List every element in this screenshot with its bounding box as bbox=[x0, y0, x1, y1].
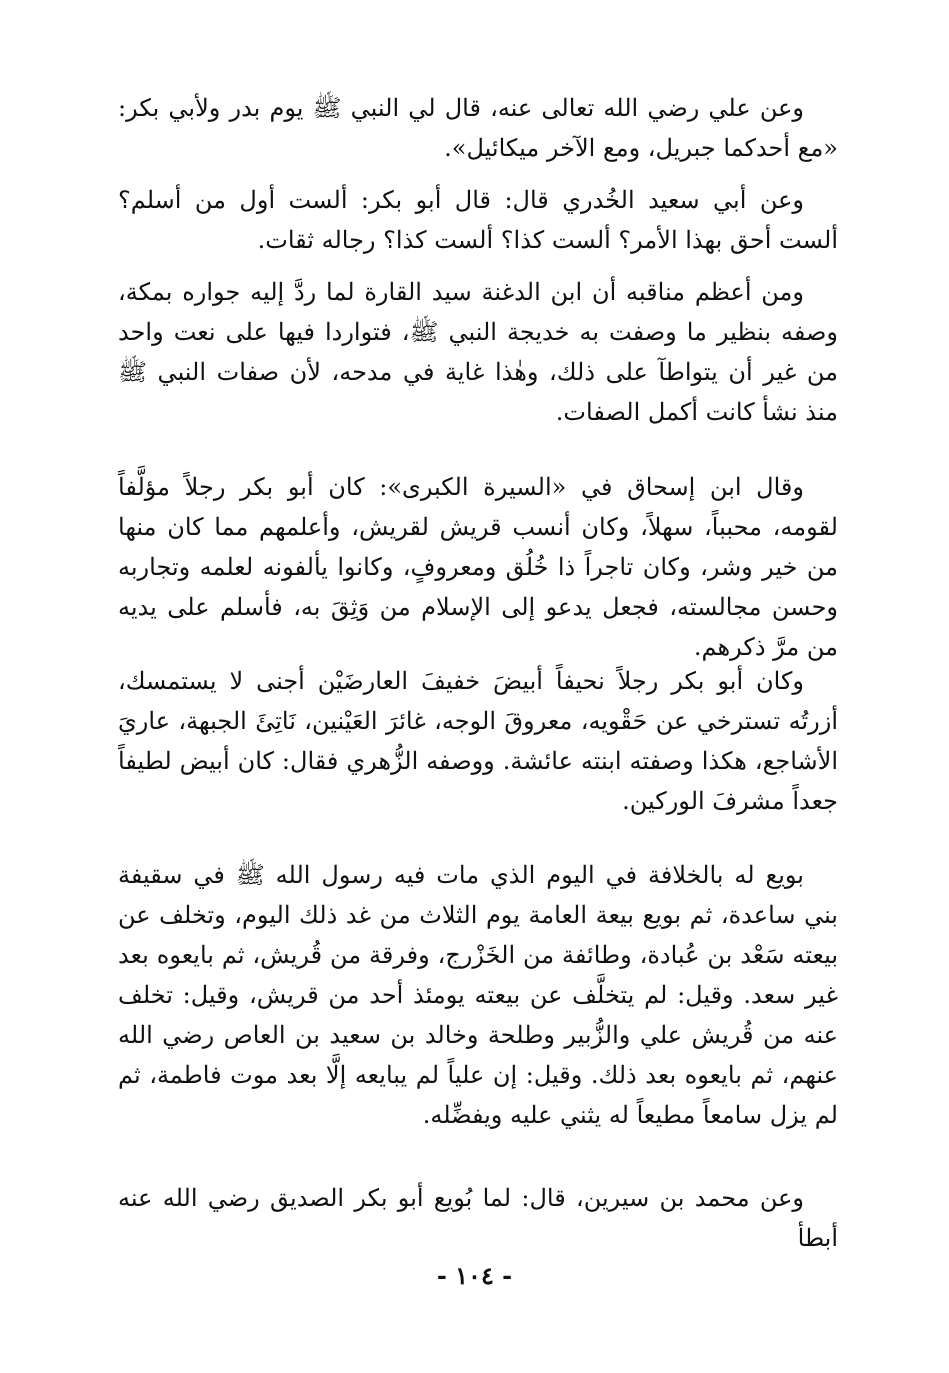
paragraph-ibn-ishaq: وقال ابن إسحاق في «السيرة الكبرى»: كان أبو بكر رجلاً مؤلَّفاً لقومه، محبباً، سهلاً، وكان أنسب قريش لقريش، وأعلمهم مما كان منها من خير وشر، وكان تاجراً ذا خُلُق ومعروفٍ، وكانوا يألفونه لعلمه وتجاربه وحسن مجالسته، فجعل يدعو إلى الإسلام من وَثِقَ به، فأسلم على يديه من مرَّ ذكرهم. bbox=[118, 473, 838, 661]
page-number: - ١٠٤ - bbox=[436, 1261, 513, 1290]
paragraph-description: وكان أبو بكر رجلاً نحيفاً أبيضَ خفيفَ العارضَيْن أجنى لا يستمسك، أزرتُه تسترخي عن حَقْويه، معروقَ الوجه، غائرَ العَيْنين، نَاتِئَ الجبهة، عاريَ الأشاجع، هكذا وصفته ابنته عائشة. ووصفه الزُّهري فقال: كان أبيض لطيفاً جعداً مشرفَ الوركين. bbox=[118, 667, 838, 815]
paragraph-ali-badr: وعن علي رضي الله تعالى عنه، قال لي النبي ﷺ يوم بدر ولأبي بكر: «مع أحدكما جبريل، ومع الآخر ميكائيل». bbox=[118, 94, 838, 162]
paragraph-ibn-aldaghina: ومن أعظم مناقبه أن ابن الدغنة سيد القارة لما ردَّ إليه جواره بمكة، وصفه بنظير ما وصفت به خديجة النبي ﷺ، فتواردا فيها على نعت واحد من غير أن يتواطآ على ذلك، وهٰذا غاية في مدحه، لأن صفات النبي ﷺ منذ نشأ كانت أكمل الصفات. bbox=[118, 278, 838, 426]
paragraph-bayah: بويع له بالخلافة في اليوم الذي مات فيه رسول الله ﷺ في سقيفة بني ساعدة، ثم بويع بيعة العامة يوم الثلاث من غد ذلك اليوم، وتخلف عن بيعته سَعْد بن عُبادة، وطائفة من الخَزْرج، وفرقة من قُريش، ثم بايعوه بعد غير سعد. وقيل: لم يتخلَّف عن بيعته يومئذ أحد من قريش، وقيل: تخلف عنه من قُريش علي والزُّبير وطلحة وخالد بن سعيد بن العاص رضي الله عنهم، ثم بايعوه بعد ذلك. وقيل: إن علياً لم يبايعه إلَّا بعد موت فاطمة، ثم لم يزل سامعاً مطيعاً له يثني عليه ويفضِّله. bbox=[118, 861, 838, 1129]
paragraph-ibn-sirin: وعن محمد بن سيرين، قال: لما بُويع أبو بكر الصديق رضي الله عنه أبطأ bbox=[118, 1184, 838, 1252]
paragraph-abu-said: وعن أبي سعيد الخُدري قال: قال أبو بكر: ألست أول من أسلم؟ ألست أحق بهذا الأمر؟ ألست كذا؟ ألست كذا؟ رجاله ثقات. bbox=[118, 186, 838, 254]
